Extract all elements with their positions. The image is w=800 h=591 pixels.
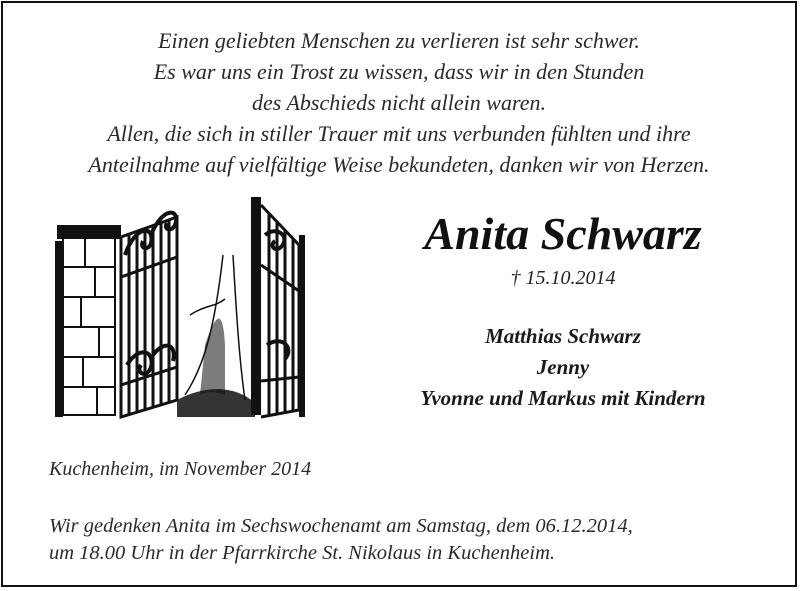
gratitude-line: Einen geliebten Menschen zu verlieren ist sehr schwer.: [158, 28, 640, 53]
gratitude-line: des Abschieds nicht allein waren.: [252, 90, 546, 115]
mourners-list: [363, 321, 763, 414]
gratitude-line: Anteilnahme auf vielfältige Weise bekundeten, danken wir von Herzen.: [88, 152, 710, 177]
death-date: † 15.10.2014: [510, 267, 616, 289]
gratitude-text: [3, 25, 795, 180]
gratitude-line: Es war uns ein Trost zu wissen, dass wir in den Stunden: [153, 59, 645, 84]
mourner-name: Yvonne und Markus mit Kindern: [420, 386, 706, 410]
service-notice: [49, 513, 633, 567]
service-notice-line: um 18.00 Uhr in der Pfarrkirche St. Nikolaus in Kuchenheim.: [49, 542, 555, 564]
deceased-name: Anita Schwarz: [424, 208, 702, 259]
mourner-name: Matthias Schwarz: [485, 324, 641, 348]
place-date: Kuchenheim, im November 2014: [49, 458, 312, 480]
open-gate-icon: [55, 195, 305, 420]
obituary-card: [1, 1, 797, 587]
gratitude-line: Allen, die sich in stiller Trauer mit uns verbunden fühlten und ihre: [107, 121, 691, 146]
mourner-name: Jenny: [536, 355, 590, 379]
service-notice-line: Wir gedenken Anita im Sechswochenamt am Samstag, dem 06.12.2014,: [49, 515, 633, 537]
